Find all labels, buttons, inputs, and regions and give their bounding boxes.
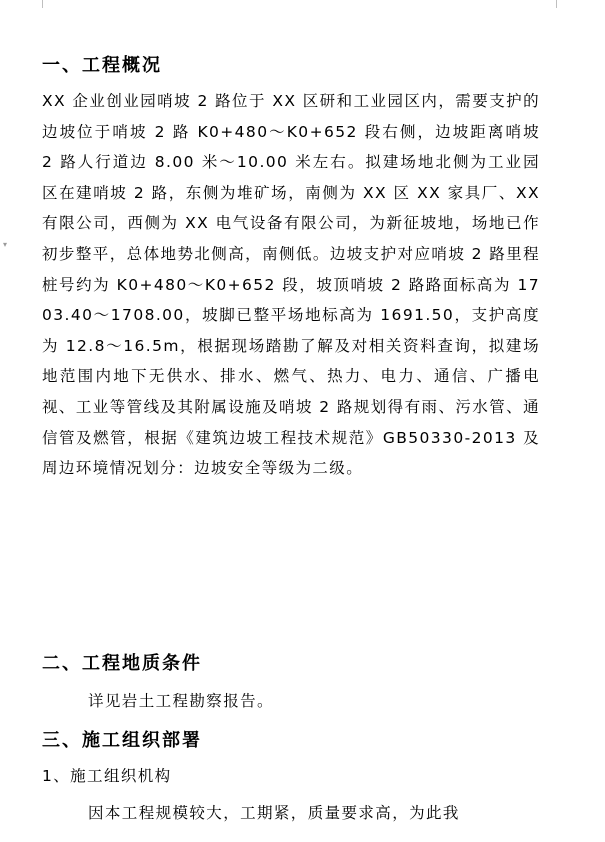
section3-heading: 三、施工组织部署 [42,730,202,751]
section1-paragraph: XX 企业创业园哨坡 2 路位于 XX 区研和工业园区内，需要支护的边坡位于哨坡 2 路 K0+480～K0+652 段右侧，边坡距离哨坡 2 路人行道边 8.00 米～10.00 米左右。拟建场地北侧为工业园区在建哨坡 2 路，东侧为堆矿场，南侧为 XX 区 XX 家具厂、XX 有限公司，西侧为 XX 电气设备有限公司，为新征坡地，场地已作初步整平，总体地势北侧高，南侧低。边坡支护对应哨坡 2 路里程桩号约为 K0+480～K0+652 段，坡顶哨坡 2 路路面标高为 1703.40～1708.00，坡脚已整平场地标高为 1691.50，支护高度为 12.8～16.5m，根据现场踏勘了解及对相关资料查询，拟建场地范围内地下无供水、排水、燃气、热力、电力、通信、广播电视、工业等管线及其附属设施及哨坡 2 路规划得有雨、污水管、通信管及燃管，根据《建筑边坡工程技术规范》GB50330-2013 及周边环境情况划分：边坡安全等级为二级。 [42,92,540,478]
section3-subheading: 1、施工组织机构 [42,767,172,785]
section2-heading: 二、工程地质条件 [42,653,202,674]
crop-mark-top-right [556,0,571,8]
margin-marker-icon: ▾ [3,240,8,249]
section3-paragraph: 因本工程规模较大，工期紧，质量要求高，为此我 [88,804,460,822]
section2-paragraph: 详见岩土工程勘察报告。 [88,692,274,710]
crop-mark-top-left [28,0,43,8]
section1-heading: 一、工程概况 [42,55,162,76]
